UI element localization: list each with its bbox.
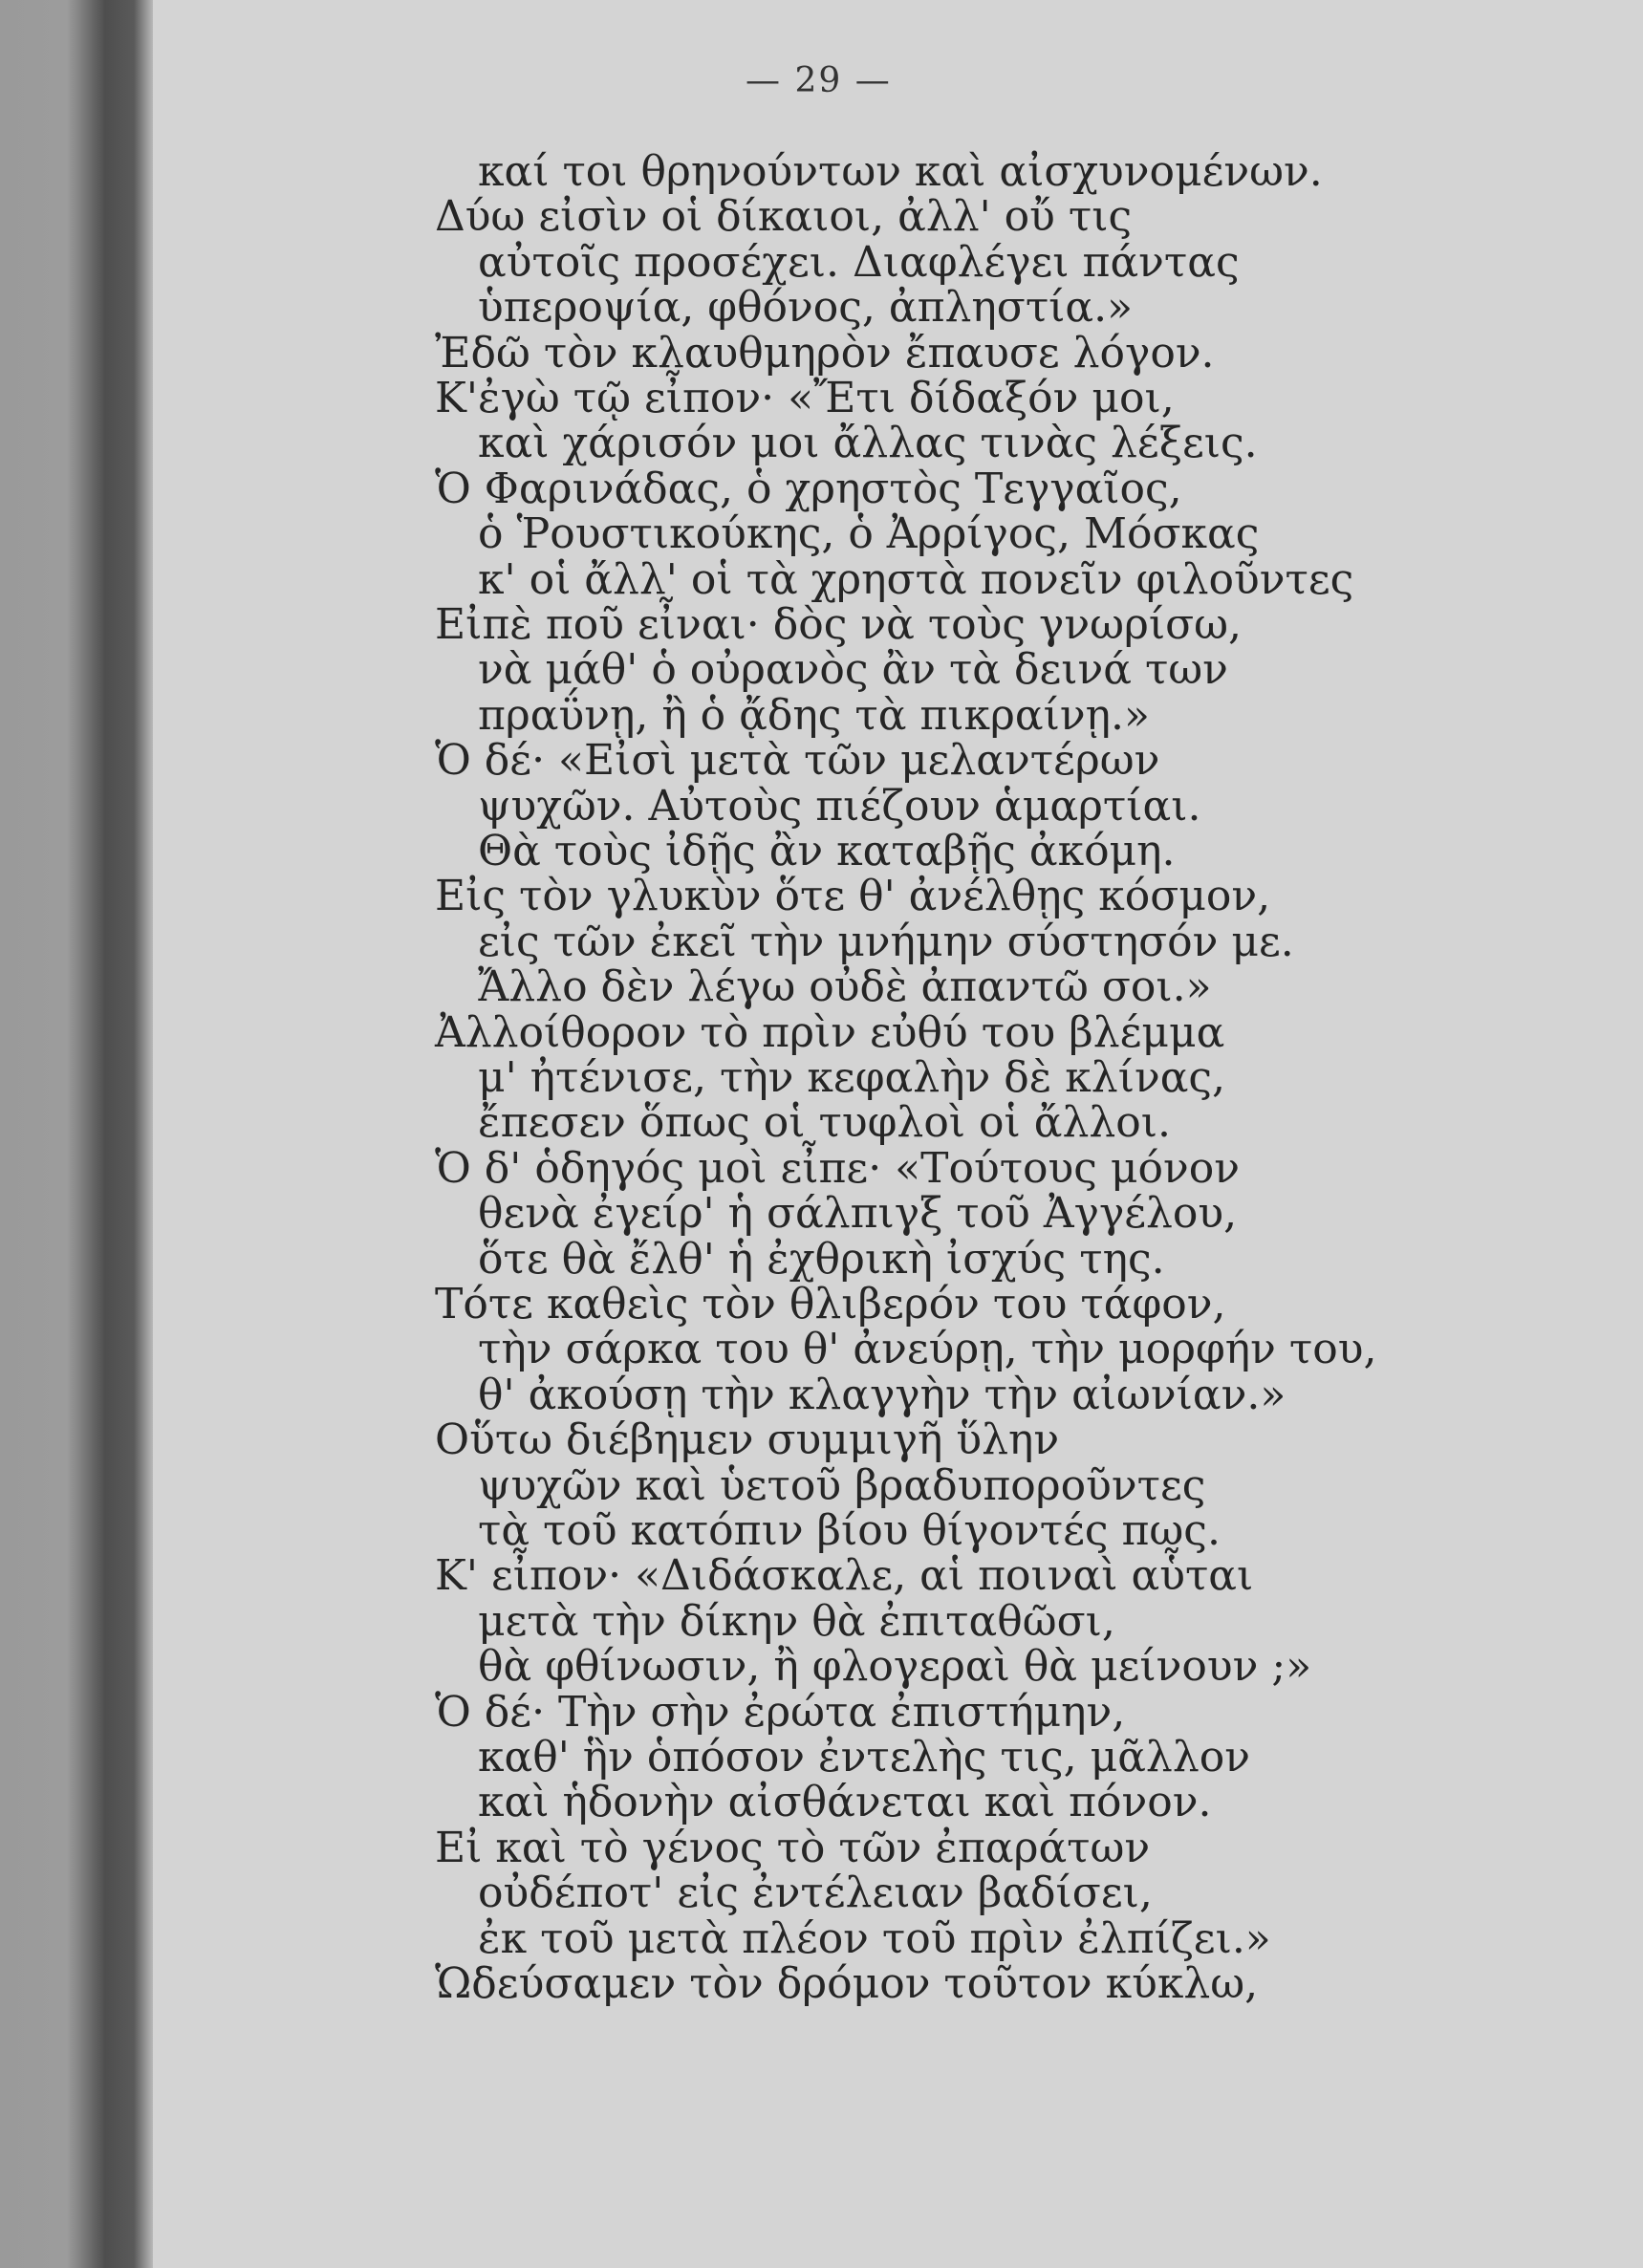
verse-line: ὅτε θὰ ἔλθ' ἡ ἐχθρικὴ ἰσχύς της. xyxy=(478,1234,1165,1284)
verse-line: Ἄλλο δὲν λέγω οὐδὲ ἀπαντῶ σοι.» xyxy=(478,962,1212,1012)
verse-line: καὶ ἡδονὴν αἰσθάνεται καὶ πόνον. xyxy=(478,1778,1212,1827)
verse-line: Ὁ Φαρινάδας, ὁ χρηστὸς Τεγγαῖος, xyxy=(435,464,1182,513)
verse-line: καὶ χάρισόν μοι ἄλλας τινὰς λέξεις. xyxy=(478,419,1258,468)
verse-line: τὰ τοῦ κατόπιν βίου θίγοντές πως. xyxy=(478,1506,1221,1555)
verse-line: Εἰ καὶ τὸ γένος τὸ τῶν ἐπαράτων xyxy=(435,1823,1151,1872)
verse-line: Ὁ δ' ὁδηγός μοὶ εἶπε· «Τούτους μόνον xyxy=(435,1143,1240,1193)
verse-line: Κ'ἐγὼ τῷ εἶπον· «Ἔτι δίδαξόν μοι, xyxy=(435,374,1175,422)
verse-line: Τότε καθεὶς τὸν θλιβερόν του τάφον, xyxy=(435,1280,1226,1328)
page-number: — 29 — xyxy=(746,61,892,100)
verse-line: ἐκ τοῦ μετὰ πλέον τοῦ πρὶν ἐλπίζει.» xyxy=(478,1913,1271,1963)
verse-line: ὁ Ῥουστικούκης, ὁ Ἀρρίγος, Μόσκας xyxy=(478,509,1260,559)
verse-line: πραΰνῃ, ἢ ὁ ᾄδης τὰ πικραίνῃ.» xyxy=(478,690,1150,740)
verse-line: νὰ μάθ' ὁ οὐρανὸς ἂν τὰ δεινά των xyxy=(478,645,1228,695)
verse-line: εἰς τῶν ἐκεῖ τὴν μνήμην σύστησόν με. xyxy=(478,917,1294,966)
verse-line: τὴν σάρκα του θ' ἀνεύρῃ, τὴν μορφήν του, xyxy=(478,1325,1377,1374)
verse-line: κ' οἱ ἄλλ' οἱ τὰ χρηστὰ πονεῖν φιλοῦντες xyxy=(478,554,1354,604)
verse-line: Ἐδῶ τὸν κλαυθμηρὸν ἔπαυσε λόγον. xyxy=(435,328,1215,378)
verse-line: Εἰς τὸν γλυκὺν ὅτε θ' ἀνέλθῃς κόσμον, xyxy=(435,872,1271,921)
verse-line: θ' ἀκούσῃ τὴν κλαγγὴν τὴν αἰωνίαν.» xyxy=(478,1370,1286,1419)
verse-line: μετὰ τὴν δίκην θὰ ἐπιταθῶσι, xyxy=(478,1596,1115,1646)
verse-line: καί τοι θρηνούντων καὶ αἰσχυνομένων. xyxy=(478,147,1323,196)
verse-line: Δύω εἰσὶν οἱ δίκαιοι, ἀλλ' οὔ τις xyxy=(435,192,1133,242)
verse-line: Ἀλλοίθορον τὸ πρὶν εὐθύ του βλέμμα xyxy=(435,1007,1225,1057)
verse-line: Ὁ δέ· «Εἰσὶ μετὰ τῶν μελαντέρων xyxy=(435,736,1160,786)
verse-line: θὰ φθίνωσιν, ἢ φλογεραὶ θὰ μείνουν ;» xyxy=(478,1642,1312,1692)
verse-line: ἔπεσεν ὅπως οἱ τυφλοὶ οἱ ἄλλοι. xyxy=(478,1098,1171,1148)
verse-line: ὑπεροψία, φθόνος, ἀπληστία.» xyxy=(478,283,1134,333)
verse-line: Εἰπὲ ποῦ εἶναι· δὸς νὰ τοὺς γνωρίσω, xyxy=(435,600,1242,649)
verse-line: οὐδέποτ' εἰς ἐντέλειαν βαδίσει, xyxy=(478,1868,1153,1918)
verse-line: ψυχῶν καὶ ὑετοῦ βραδυποροῦντες xyxy=(478,1460,1206,1510)
verse-line: θενὰ ἐγείρ' ἡ σάλπιγξ τοῦ Ἀγγέλου, xyxy=(478,1189,1238,1239)
verse-line: αὐτοῖς προσέχει. Διαφλέγει πάντας xyxy=(478,237,1240,287)
verse-line: Οὕτω διέβημεν συμμιγῆ ὕλην xyxy=(435,1415,1060,1465)
verse-line: καθ' ἣν ὁπόσον ἐντελὴς τις, μᾶλλον xyxy=(478,1733,1250,1782)
verse-line: Θὰ τοὺς ἰδῇς ἂν καταβῇς ἀκόμη. xyxy=(478,827,1176,875)
verse-line: Ὡδεύσαμεν τὸν δρόμον τοῦτον κύκλω, xyxy=(435,1959,1259,2008)
verse-line: ψυχῶν. Αὐτοὺς πιέζουν ἁμαρτίαι. xyxy=(478,781,1201,831)
verse-line: μ' ἠτένισε, τὴν κεφαλὴν δὲ κλίνας, xyxy=(478,1053,1226,1102)
verse-line: Κ' εἶπον· «Διδάσκαλε, αἱ ποιναὶ αὗται xyxy=(435,1551,1254,1601)
verse-line: Ὁ δέ· Τὴν σὴν ἐρώτα ἐπιστήμην, xyxy=(435,1687,1126,1737)
